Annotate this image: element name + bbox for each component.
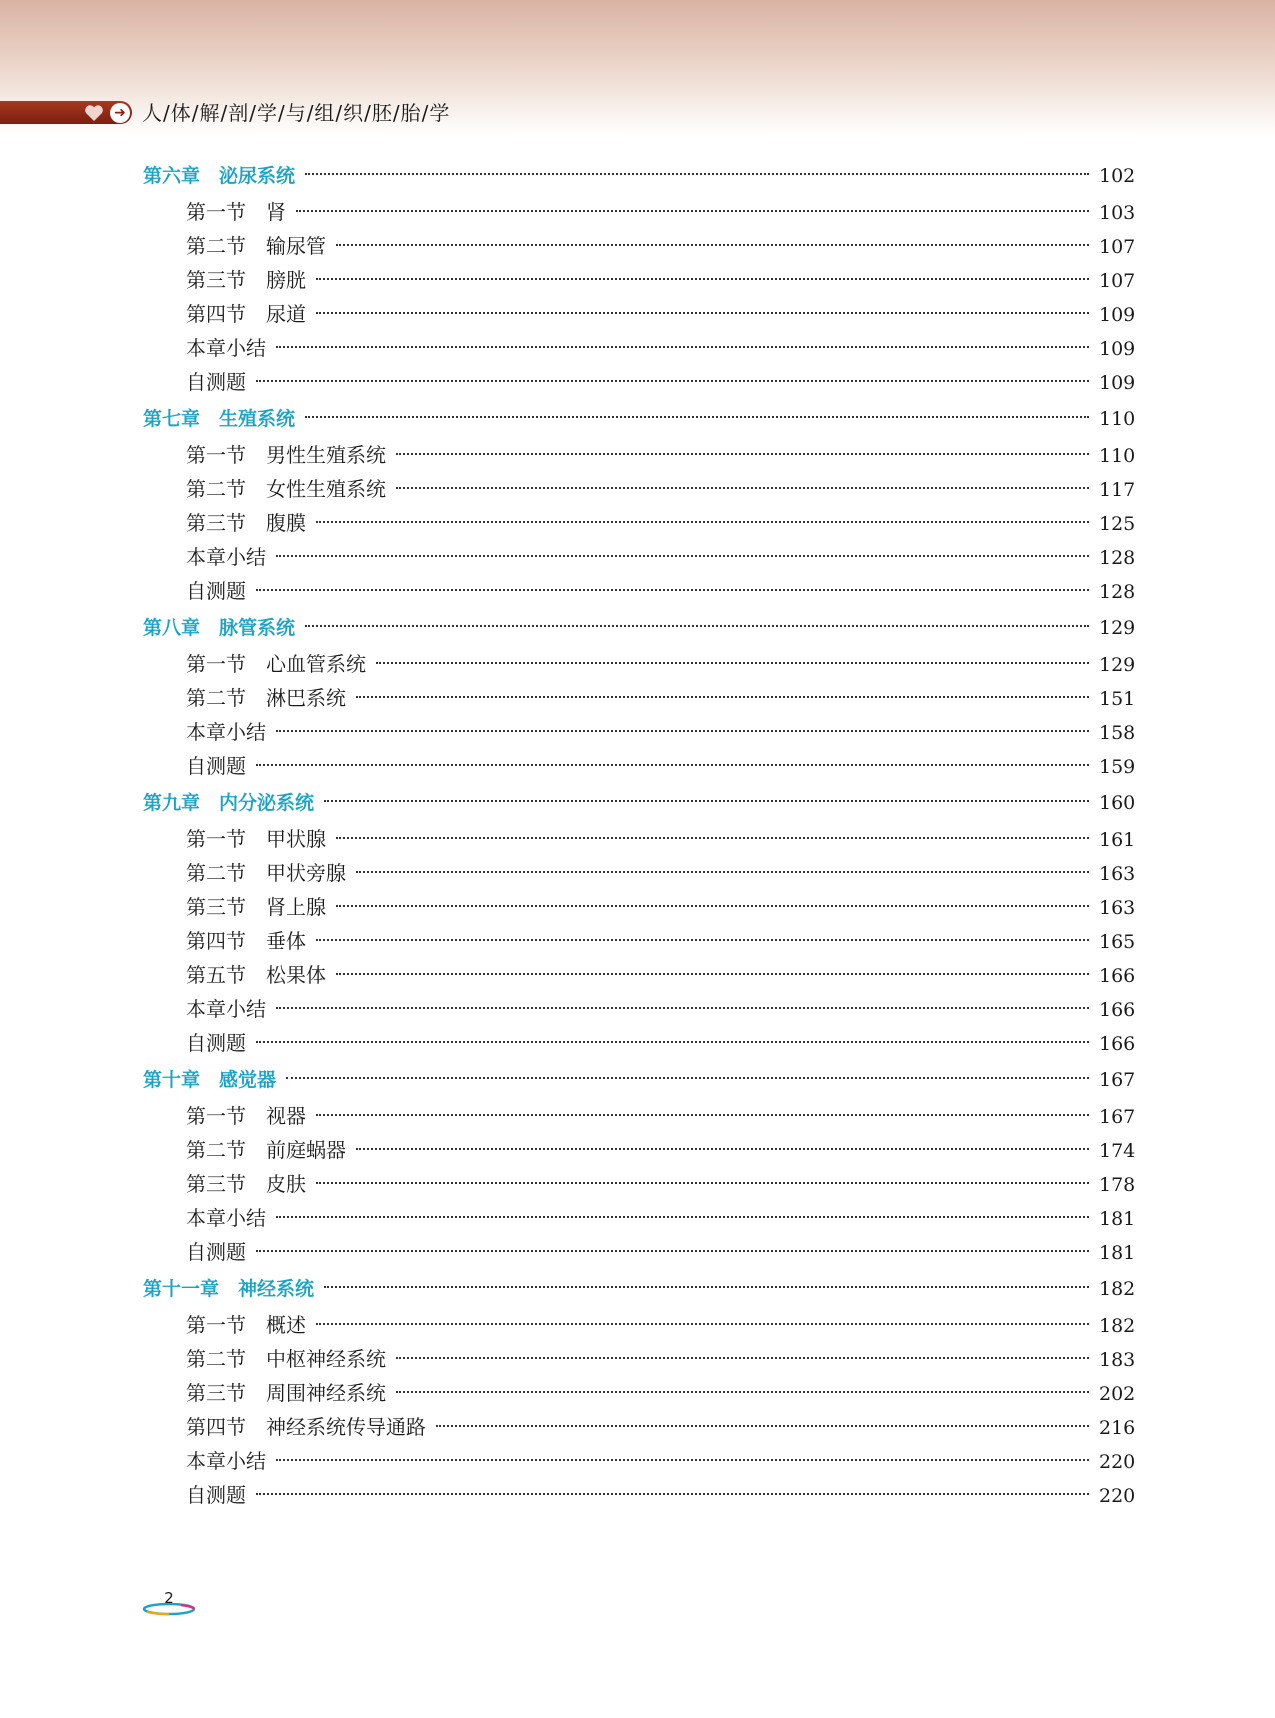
toc-section-entry[interactable] — [186, 891, 1136, 923]
toc-section-entry[interactable] — [186, 1343, 1136, 1375]
toc-section-entry[interactable] — [186, 1479, 1136, 1511]
dot-leader — [276, 730, 1089, 732]
dot-leader — [324, 800, 1089, 802]
dot-leader — [305, 625, 1089, 627]
toc-section-entry[interactable] — [186, 823, 1136, 855]
toc-section-entry[interactable] — [186, 332, 1136, 364]
toc-entry-label: 第二节 甲状旁腺 — [186, 861, 346, 885]
toc-entry-label: 第二节 淋巴系统 — [186, 686, 346, 710]
toc-section-entry[interactable] — [186, 648, 1136, 680]
dot-leader — [324, 1286, 1089, 1288]
toc-entry-label: 第一节 概述 — [186, 1313, 306, 1337]
toc-section-entry[interactable] — [186, 230, 1136, 262]
toc-entry-label: 第四节 垂体 — [186, 929, 306, 953]
toc-section-entry[interactable] — [186, 366, 1136, 398]
toc-entry-label: 第二节 中枢神经系统 — [186, 1347, 386, 1371]
dot-leader — [316, 939, 1089, 941]
toc-entry-page: 163 — [1099, 897, 1136, 919]
toc-entry-label: 第三节 周围神经系统 — [186, 1381, 386, 1405]
toc-entry-page: 182 — [1099, 1278, 1136, 1300]
dot-leader — [316, 1114, 1089, 1116]
toc-entry-page: 102 — [1099, 165, 1136, 187]
dot-leader — [305, 173, 1089, 175]
arrow-right-circle-icon: ➜ — [110, 103, 130, 123]
toc-entry-page: 128 — [1099, 581, 1136, 603]
toc-entry-label: 第四节 尿道 — [186, 302, 306, 326]
dot-leader — [256, 1250, 1089, 1252]
toc-entry-label: 第一节 肾 — [186, 200, 286, 224]
toc-entry-page: 163 — [1099, 863, 1136, 885]
toc-entry-page: 167 — [1099, 1069, 1136, 1091]
toc-entry-page: 166 — [1099, 999, 1136, 1021]
toc-section-entry[interactable] — [186, 507, 1136, 539]
toc-section-entry[interactable] — [186, 473, 1136, 505]
toc-entry-label: 自测题 — [186, 370, 246, 394]
dot-leader — [286, 1077, 1089, 1079]
toc-entry-label: 自测题 — [186, 579, 246, 603]
dot-leader — [296, 210, 1089, 212]
toc-section-entry[interactable] — [186, 264, 1136, 296]
toc-entry-page: 182 — [1099, 1315, 1136, 1337]
toc-section-entry[interactable] — [186, 1309, 1136, 1341]
dot-leader — [356, 1148, 1089, 1150]
toc-section-entry[interactable] — [186, 1377, 1136, 1409]
toc-entry-page: 109 — [1099, 372, 1136, 394]
toc-entry-label: 第五节 松果体 — [186, 963, 326, 987]
toc-entry-label: 第六章 泌尿系统 — [143, 165, 296, 187]
toc-entry-label: 本章小结 — [186, 720, 266, 744]
dot-leader — [305, 416, 1089, 418]
toc-entry-label: 本章小结 — [186, 1206, 266, 1230]
toc-entry-page: 181 — [1099, 1208, 1136, 1230]
toc-entry-label: 第一节 男性生殖系统 — [186, 443, 386, 467]
toc-entry-label: 自测题 — [186, 754, 246, 778]
toc-entry-page: 110 — [1099, 408, 1136, 430]
dot-leader — [396, 1391, 1089, 1393]
toc-entry-label: 第一节 视器 — [186, 1104, 306, 1128]
toc-entry-page: 109 — [1099, 304, 1136, 326]
dot-leader — [256, 1493, 1089, 1495]
toc-entry-page: 129 — [1099, 617, 1136, 639]
toc-section-entry[interactable] — [186, 1168, 1136, 1200]
toc-section-entry[interactable] — [186, 857, 1136, 889]
toc-chapter-entry[interactable] — [143, 160, 1136, 192]
toc-entry-page: 178 — [1099, 1174, 1136, 1196]
toc-entry-label: 第三节 皮肤 — [186, 1172, 306, 1196]
dot-leader — [396, 487, 1089, 489]
dot-leader — [396, 453, 1089, 455]
toc-section-entry[interactable] — [186, 993, 1136, 1025]
toc-entry-page: 159 — [1099, 756, 1136, 778]
toc-entry-page: 129 — [1099, 654, 1136, 676]
dot-leader — [276, 1459, 1089, 1461]
toc-entry-page: 128 — [1099, 547, 1136, 569]
dot-leader — [276, 555, 1089, 557]
dot-leader — [276, 1216, 1089, 1218]
dot-leader — [356, 696, 1089, 698]
toc-section-entry[interactable] — [186, 716, 1136, 748]
toc-entry-page: 220 — [1099, 1451, 1136, 1473]
dot-leader — [336, 244, 1089, 246]
toc-section-entry[interactable] — [186, 1134, 1136, 1166]
toc-section-entry[interactable] — [186, 959, 1136, 991]
dot-leader — [316, 1323, 1089, 1325]
toc-entry-label: 第二节 女性生殖系统 — [186, 477, 386, 501]
toc-entry-label: 自测题 — [186, 1031, 246, 1055]
toc-section-entry[interactable] — [186, 1100, 1136, 1132]
dot-leader — [336, 837, 1089, 839]
dot-leader — [336, 973, 1089, 975]
toc-chapter-entry[interactable] — [143, 787, 1136, 819]
toc-entry-label: 本章小结 — [186, 1449, 266, 1473]
toc-section-entry[interactable] — [186, 1445, 1136, 1477]
toc-entry-page: 183 — [1099, 1349, 1136, 1371]
dot-leader — [376, 662, 1089, 664]
dot-leader — [256, 380, 1089, 382]
toc-entry-label: 第三节 腹膜 — [186, 511, 306, 535]
toc-entry-page: 161 — [1099, 829, 1136, 851]
dot-leader — [316, 1182, 1089, 1184]
toc-entry-label: 第二节 输尿管 — [186, 234, 326, 258]
toc-section-entry[interactable] — [186, 1202, 1136, 1234]
toc-entry-label: 本章小结 — [186, 545, 266, 569]
dot-leader — [316, 521, 1089, 523]
dot-leader — [396, 1357, 1089, 1359]
toc-entry-label: 第七章 生殖系统 — [143, 408, 296, 430]
toc-entry-label: 本章小结 — [186, 997, 266, 1021]
dot-leader — [436, 1425, 1089, 1427]
toc-entry-label: 自测题 — [186, 1483, 246, 1507]
toc-entry-label: 第四节 神经系统传导通路 — [186, 1415, 426, 1439]
toc-entry-page: 165 — [1099, 931, 1136, 953]
toc-section-entry[interactable] — [186, 1236, 1136, 1268]
toc-entry-label: 第一节 甲状腺 — [186, 827, 326, 851]
dot-leader — [256, 1041, 1089, 1043]
toc-entry-page: 125 — [1099, 513, 1136, 535]
toc-entry-page: 174 — [1099, 1140, 1136, 1162]
toc-entry-label: 第十章 感觉器 — [143, 1069, 277, 1091]
toc-entry-page: 117 — [1099, 479, 1136, 501]
dot-leader — [256, 764, 1089, 766]
toc-entry-page: 107 — [1099, 270, 1136, 292]
toc-section-entry[interactable] — [186, 1411, 1136, 1443]
toc-section-entry[interactable] — [186, 439, 1136, 471]
toc-entry-label: 第十一章 神经系统 — [143, 1278, 315, 1300]
book-title: 人/体/解/剖/学/与/组/织/胚/胎/学 — [142, 101, 451, 125]
dot-leader — [316, 312, 1089, 314]
toc-entry-page: 166 — [1099, 965, 1136, 987]
toc-chapter-entry[interactable] — [143, 1273, 1136, 1305]
toc-entry-label: 第一节 心血管系统 — [186, 652, 366, 676]
dot-leader — [276, 1007, 1089, 1009]
toc-chapter-entry[interactable] — [143, 403, 1136, 435]
toc-entry-page: 181 — [1099, 1242, 1136, 1264]
toc-entry-page: 216 — [1099, 1417, 1136, 1439]
toc-entry-page: 202 — [1099, 1383, 1136, 1405]
toc-section-entry[interactable] — [186, 682, 1136, 714]
toc-entry-page: 151 — [1099, 688, 1136, 710]
toc-entry-page: 110 — [1099, 445, 1136, 467]
toc-section-entry[interactable] — [186, 298, 1136, 330]
toc-entry-page: 109 — [1099, 338, 1136, 360]
toc-entry-page: 160 — [1099, 792, 1136, 814]
dot-leader — [316, 278, 1089, 280]
toc-entry-label: 自测题 — [186, 1240, 246, 1264]
toc-entry-page: 220 — [1099, 1485, 1136, 1507]
toc-entry-label: 本章小结 — [186, 336, 266, 360]
toc-section-entry[interactable] — [186, 1027, 1136, 1059]
dot-leader — [356, 871, 1089, 873]
page-number: 2 — [164, 1589, 174, 1607]
toc-entry-label: 第九章 内分泌系统 — [143, 792, 315, 814]
dot-leader — [276, 346, 1089, 348]
toc-entry-page: 107 — [1099, 236, 1136, 258]
toc-entry-label: 第三节 肾上腺 — [186, 895, 326, 919]
toc-chapter-entry[interactable] — [143, 1064, 1136, 1096]
dot-leader — [256, 589, 1089, 591]
toc-section-entry[interactable] — [186, 541, 1136, 573]
heart-icon — [84, 104, 104, 122]
toc-entry-label: 第二节 前庭蜗器 — [186, 1138, 346, 1162]
toc-chapter-entry[interactable] — [143, 612, 1136, 644]
toc-entry-page: 167 — [1099, 1106, 1136, 1128]
toc-entry-label: 第三节 膀胱 — [186, 268, 306, 292]
toc-section-entry[interactable] — [186, 575, 1136, 607]
toc-entry-label: 第八章 脉管系统 — [143, 617, 296, 639]
toc-entry-page: 166 — [1099, 1033, 1136, 1055]
toc-section-entry[interactable] — [186, 196, 1136, 228]
toc-section-entry[interactable] — [186, 750, 1136, 782]
toc-entry-page: 158 — [1099, 722, 1136, 744]
dot-leader — [336, 905, 1089, 907]
toc-entry-page: 103 — [1099, 202, 1136, 224]
toc-section-entry[interactable] — [186, 925, 1136, 957]
